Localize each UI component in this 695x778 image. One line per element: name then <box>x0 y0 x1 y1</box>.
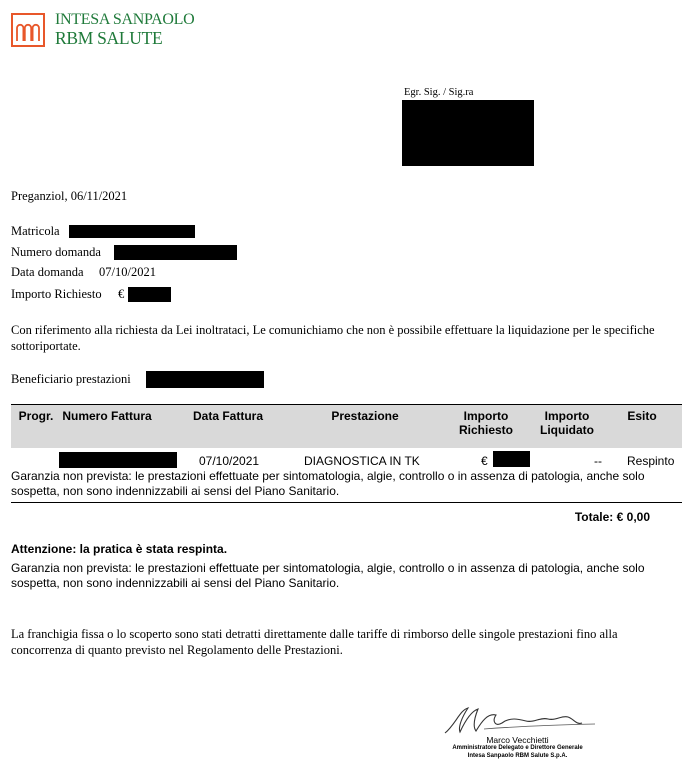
logo-line-1: INTESA SANPAOLO <box>55 11 195 28</box>
header-numero-fattura: Numero Fattura <box>62 409 152 423</box>
matricola-label: Matricola <box>11 224 60 238</box>
signer-role: Amministratore Delegato e Direttore Generale <box>452 745 583 751</box>
place-date: Preganziol, 06/11/2021 <box>11 189 128 203</box>
signer-name: Marco Vecchietti <box>486 735 549 745</box>
row-importo-liquidato: -- <box>594 454 602 468</box>
row-note: Garanzia non prevista: le prestazioni effettuate per sintomatologia, algie, controllo o in assenza di patologia, anche solo sospetta, non sono indennizzabili ai sensi del Piano Sanitario. <box>11 469 645 498</box>
header-esito: Esito <box>627 409 657 423</box>
row-prestazione: DIAGNOSTICA IN TK <box>304 454 420 468</box>
redacted-recipient-address <box>402 100 534 166</box>
redacted-numero-fattura <box>59 452 177 468</box>
logo-arches-icon <box>11 13 45 47</box>
header-importo-liquidato-line2: Liquidato <box>540 423 594 437</box>
attention-title: Attenzione: la pratica è stata respinta. <box>11 542 228 556</box>
company-logo-text <box>55 11 194 48</box>
data-domanda-value: 07/10/2021 <box>99 265 156 279</box>
header-data-fattura: Data Fattura <box>192 409 263 423</box>
data-domanda-label: Data domanda <box>11 265 84 279</box>
row-esito: Respinto <box>627 454 675 468</box>
redacted-matricola <box>69 225 195 238</box>
header-importo-richiesto-line2: Richiesto <box>458 423 513 437</box>
redacted-importo <box>128 287 171 302</box>
table-divider <box>11 502 682 503</box>
attention-text: Garanzia non prevista: le prestazioni effettuate per sintomatologia, algie, controllo o in assenza di patologia, anche solo sospetta, non sono indennizzabili ai sensi del Piano Sanitario. <box>11 561 645 590</box>
table-header <box>11 404 682 448</box>
row-data-fattura: 07/10/2021 <box>199 454 260 468</box>
numero-domanda-label: Numero domanda <box>11 245 101 259</box>
importo-richiesto-label: Importo Richiesto <box>11 287 102 301</box>
handwritten-signature-icon <box>440 705 600 735</box>
header-importo-liquidato-line1: Importo <box>544 409 590 423</box>
row-importo-currency: € <box>481 454 488 468</box>
redacted-numero-domanda <box>114 245 237 260</box>
header-importo-richiesto-line1: Importo <box>463 409 509 423</box>
redacted-beneficiario <box>146 371 264 388</box>
table-total: Totale: € 0,00 <box>574 510 650 524</box>
franchigia-text: La franchigia fissa o lo scoperto sono stati detratti direttamente dalle tariffe di rimborso delle singole prestazioni fino alla concorrenza di quanto previsto nel Regolamento delle Prestazioni. <box>11 627 618 657</box>
header-importo-liquidato <box>532 409 602 437</box>
redacted-importo-richiesto <box>493 451 530 467</box>
header-importo-richiesto <box>451 409 521 437</box>
recipient-salutation: Egr. Sig. / Sig.ra <box>404 87 474 98</box>
header-progr: Progr. <box>18 409 54 423</box>
beneficiario-label: Beneficiario prestazioni <box>11 372 131 386</box>
importo-currency: € <box>118 287 125 301</box>
intro-text: Con riferimento alla richiesta da Lei inoltrataci, Le comunichiamo che non è possibile effettuare la liquidazione per le specifiche sottoriportate. <box>11 323 655 353</box>
signer-company: Intesa Sanpaolo RBM Salute S.p.A. <box>467 753 568 759</box>
logo-line-2: RBM SALUTE <box>55 28 163 48</box>
header-prestazione: Prestazione <box>331 409 399 423</box>
